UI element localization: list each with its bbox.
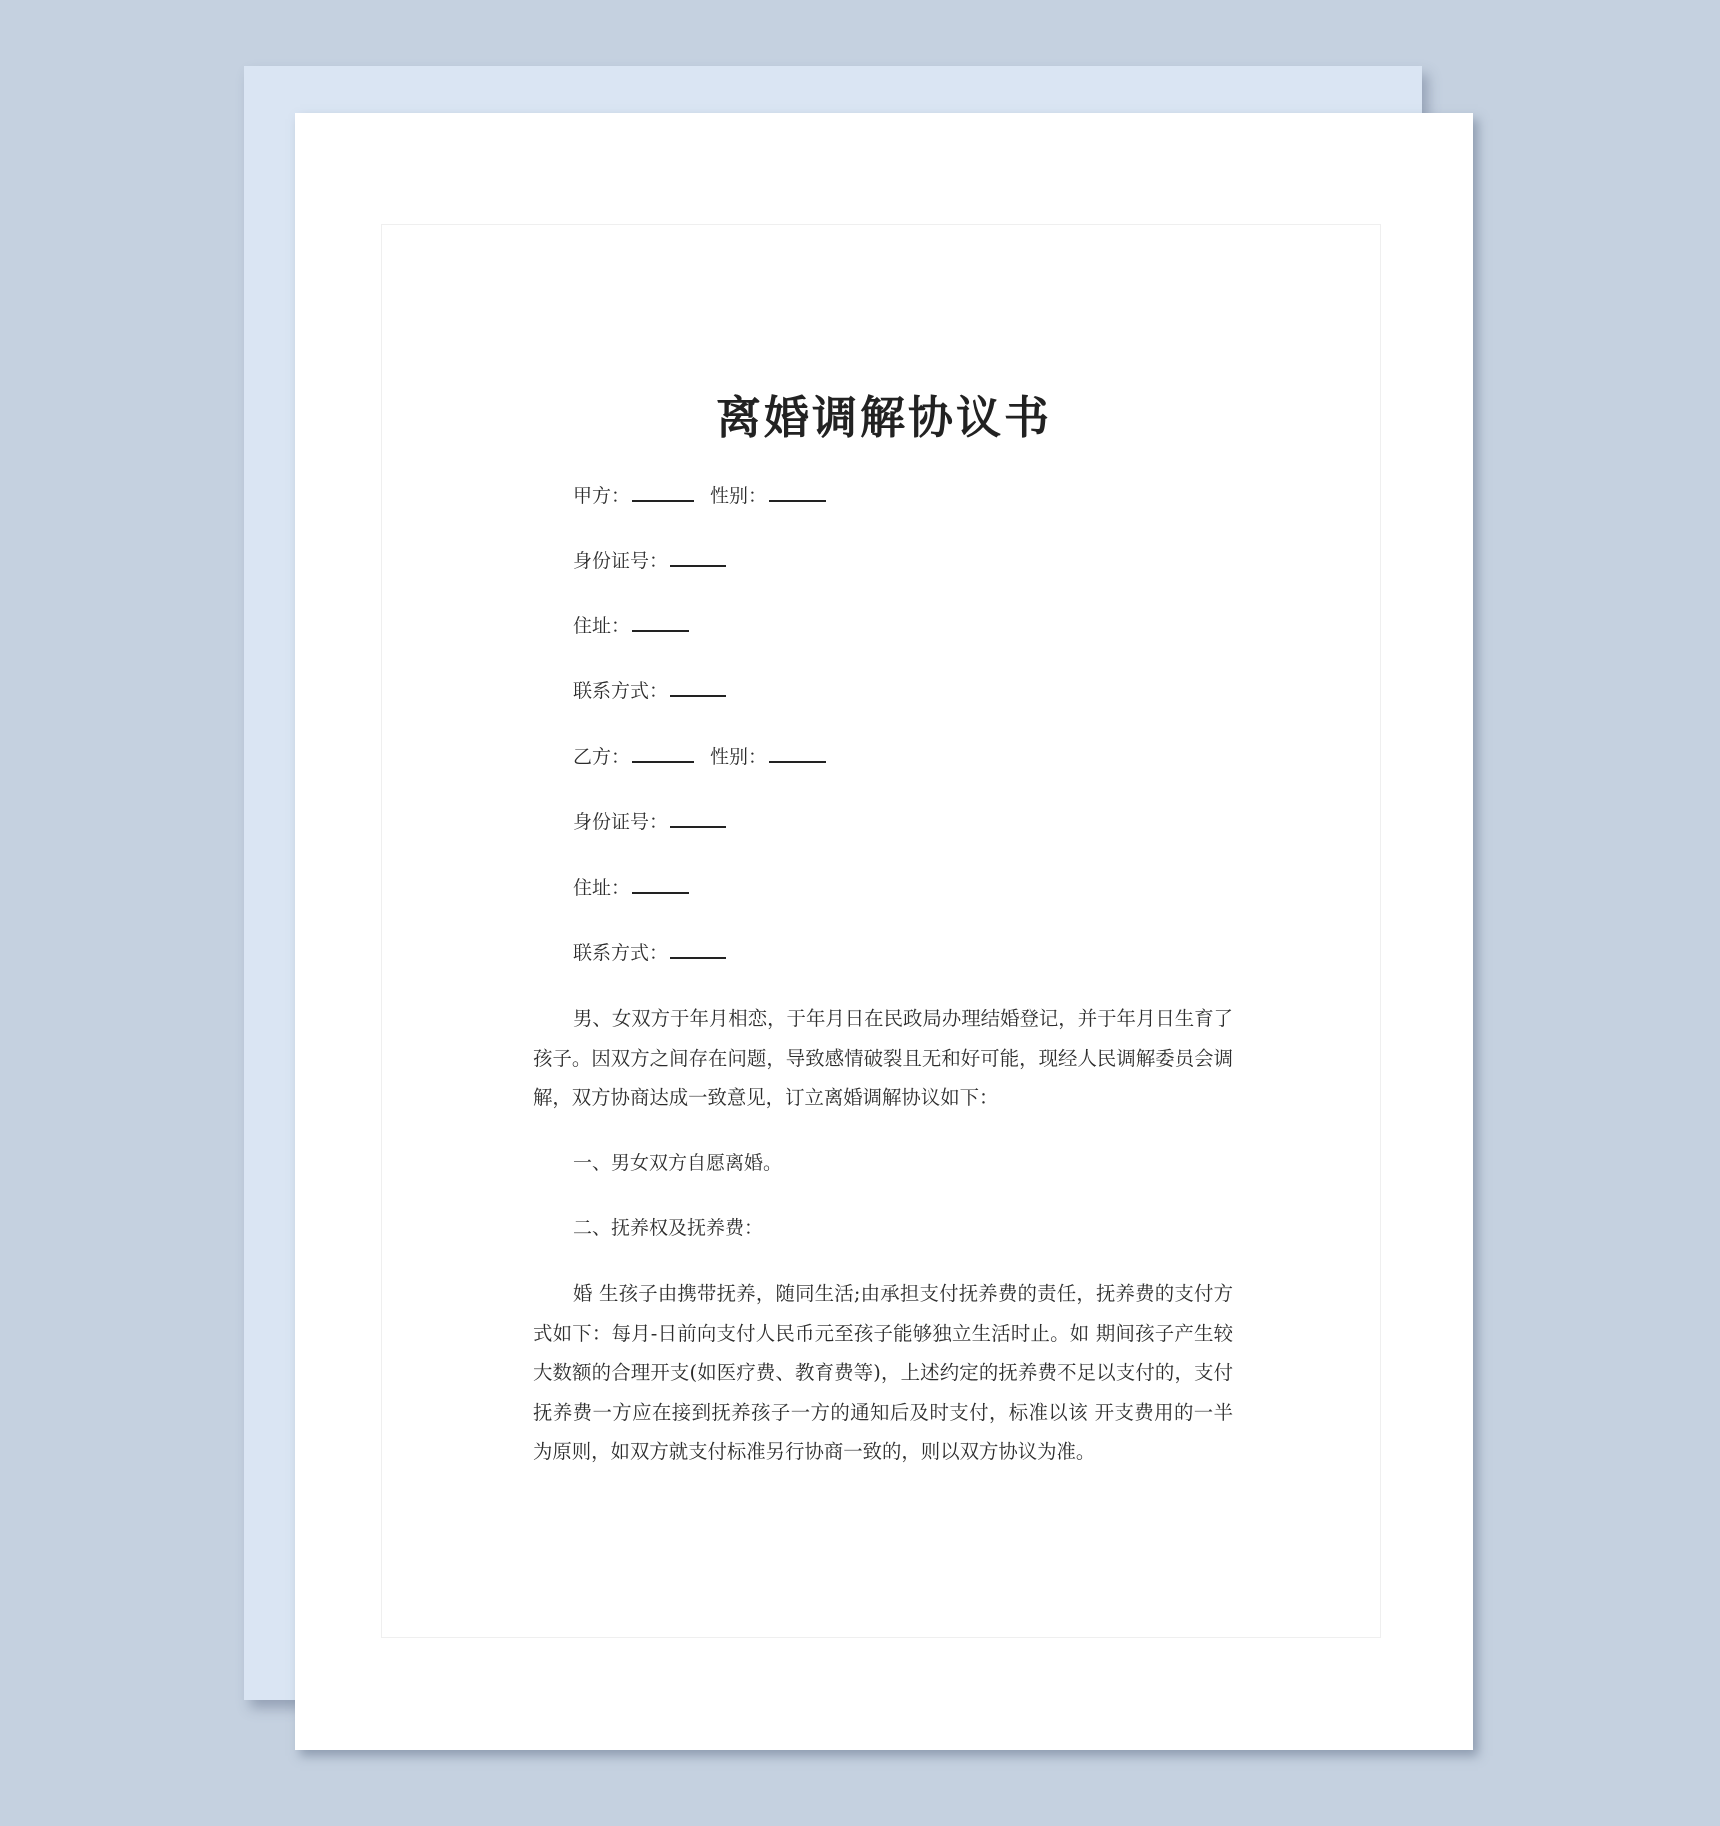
party-b-id-blank[interactable] xyxy=(670,812,726,828)
intro-paragraph: 男、女双方于年月相恋，于年月日在民政局办理结婚登记，并于年月日生育了孩子。因双方之间存在问题，导致感情破裂且无和好可能，现经人民调解委员会调解，双方协商达成一致意见，订立离婚调解协议如下： xyxy=(533,1007,1233,1109)
party-a-id-blank[interactable] xyxy=(670,551,726,567)
party-a-gender-blank[interactable] xyxy=(769,486,826,502)
clause-1: 一、男女双方自愿离婚。 xyxy=(573,1152,783,1174)
party-a-contact-label: 联系方式： xyxy=(573,680,669,702)
party-a-address-label: 住址： xyxy=(573,615,631,637)
party-b-name-row xyxy=(573,745,830,769)
party-b-contact-blank[interactable] xyxy=(670,943,726,959)
document-title: 离婚调解协议书 xyxy=(715,391,1052,444)
clause-2-body: 婚 生孩子由携带抚养，随同生活;由承担支付抚养费的责任，抚养费的支付方式如下：每月-日前向支付人民币元至孩子能够独立生活时止。如 期间孩子产生较大数额的合理开支(如医疗费、教育费等)，上述约定的抚养费不足以支付的，支付抚养费一方应在接到抚养孩子一方的通知后及时支付，标准以该 开支费用的一半为原则，如双方就支付标准另行协商一致的，则以双方协议为准。 xyxy=(533,1282,1233,1463)
party-a-address-blank[interactable] xyxy=(632,616,689,632)
party-b-id-row xyxy=(573,810,730,834)
party-a-name-row xyxy=(573,484,830,508)
party-a-contact-row xyxy=(573,679,730,703)
party-a-id-label: 身份证号： xyxy=(573,550,669,572)
party-b-address-blank[interactable] xyxy=(632,878,689,894)
party-a-gender-label: 性别： xyxy=(710,485,768,507)
party-b-name-label: 乙方： xyxy=(573,746,631,768)
party-b-gender-blank[interactable] xyxy=(769,747,826,763)
party-b-id-label: 身份证号： xyxy=(573,811,669,833)
document-page xyxy=(295,113,1473,1750)
party-a-name-label: 甲方： xyxy=(573,485,631,507)
party-a-name-blank[interactable] xyxy=(632,486,694,502)
party-b-contact-label: 联系方式： xyxy=(573,942,669,964)
party-b-contact-row xyxy=(573,941,730,965)
party-b-address-row xyxy=(573,876,693,900)
party-a-id-row xyxy=(573,549,730,573)
party-b-gender-label: 性别： xyxy=(710,746,768,768)
party-b-address-label: 住址： xyxy=(573,877,631,899)
party-b-name-blank[interactable] xyxy=(632,747,694,763)
party-a-contact-blank[interactable] xyxy=(670,681,726,697)
clause-2-heading: 二、抚养权及抚养费： xyxy=(573,1217,764,1239)
party-a-address-row xyxy=(573,614,693,638)
